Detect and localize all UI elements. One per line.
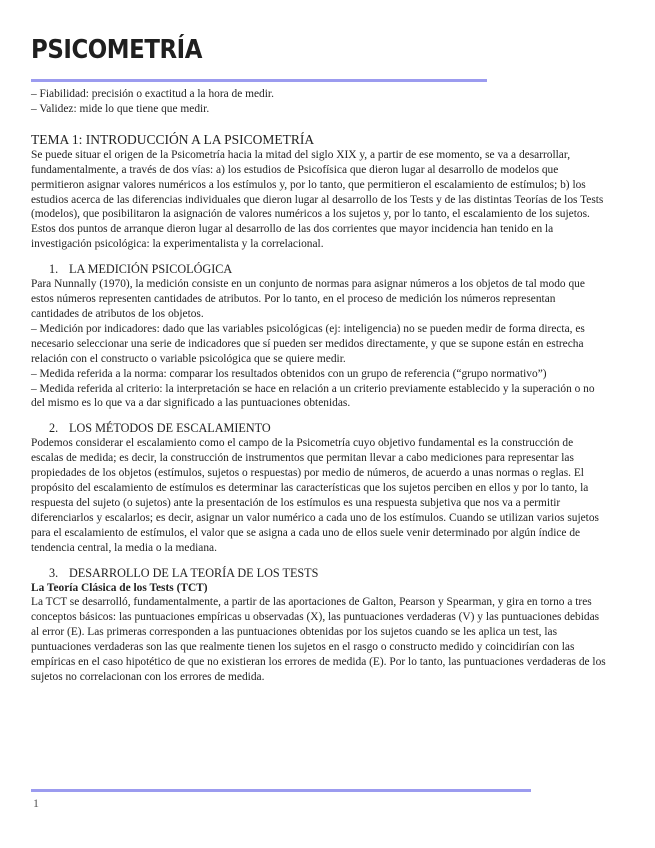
tema1-paragraph: Se puede situar el origen de la Psicometría hacia la mitad del siglo XIX y, a partir de ese momento, se va a desarrollar, fundamentalmente, a través de dos vías: a) los estudios de Psicofísica que dieron lugar al desarrollo de modelos que permitieron asignar valores numéricos a los estímulos y, por lo tanto, que permitieron el escalamiento de estímulos; b) los estudios acerca de las diferencias individuales que dieron lugar al desarrollo de los Tests y de las distintas Teorías de los Tests (modelos), que posibilitaron la asignación de valores numéricos a los sujetos y, por lo tanto, el escalamiento de los sujetos. Estos dos puntos de arranque dieron lugar al desarrollo de las dos corrientes que mayor incidencia han tenido en la investigación psicológica: la experimentalista y la correlacional.	[31, 148, 604, 251]
page-number: 1	[33, 796, 39, 810]
tema1-heading: TEMA 1: INTRODUCCIÓN A LA PSICOMETRÍA	[31, 131, 315, 147]
section3-title: DESARROLLO DE LA TEORÍA DE LOS TESTS	[69, 565, 319, 580]
footer-rule	[31, 789, 531, 792]
section1-number: 1.	[49, 262, 59, 277]
section2-heading	[31, 420, 606, 436]
section1-item-criterio: – Medida referida al criterio: la interpretación se hace en relación a un criterio previamente establecido y la superación o no del mismo es lo que va a dar significado a las puntuaciones obtenidas.	[31, 382, 595, 410]
title-underline	[31, 79, 487, 82]
section1-paragraph: Para Nunnally (1970), la medición consiste en un conjunto de normas para asignar números a los objetos de tal modo que estos números representen cantidades de atributos. Por lo tanto, en el proceso de medición los números representan cantidades de atributos de los objetos.	[31, 278, 585, 320]
section2-number: 2.	[49, 421, 59, 436]
section3-subheading: La Teoría Clásica de los Tests (TCT)	[31, 581, 208, 594]
intro-item-validez: – Validez: mide lo que tiene que medir.	[31, 102, 210, 115]
section1-heading	[31, 261, 606, 277]
document-body	[31, 87, 606, 685]
section3-number: 3.	[49, 565, 59, 580]
section2-paragraph: Podemos considerar el escalamiento como el campo de la Psicometría cuyo objetivo fundamental es la construcción de escalas de medida; es decir, la construcción de instrumentos que permitan llevar a cabo mediciones para representar las propiedades de los objetos (estímulos, sujetos o respuestas) por medio de números, de acuerdo a unas normas o reglas. El propósito del escalamiento de estímulos es determinar las características que los sujetos perciben en ellos y por lo tanto, la respuesta del sujeto (o sujetos) ante la presentación de los estímulos es una respuesta subjetiva que nos va a permitir diferenciarlos y escalarlos; es decir, asignar un valor numérico a cada uno de los estímulos. Cuando se utilizan varios sujetos para el escalamiento de estímulos, el valor que se asigna a cada uno de ellos suele venir determinado por algún índice de tendencia central, la media o la mediana.	[31, 437, 599, 554]
section2-title: LOS MÉTODOS DE ESCALAMIENTO	[69, 421, 271, 436]
section3-heading	[31, 565, 606, 581]
section1-item-indicadores: – Medición por indicadores: dado que las variables psicológicas (ej: inteligencia) no se pueden medir de forma directa, es necesario seleccionar una serie de indicadores que sí pueden ser medidos directamente, y que se supone están en estrecha relación con el constructo o variable psicológica que se quiere medir.	[31, 322, 585, 365]
section3-paragraph: La TCT se desarrolló, fundamentalmente, a partir de las aportaciones de Galton, Pearson y Spearman, y gira en torno a tres conceptos básicos: las puntuaciones empíricas u observadas (X), las puntuaciones verdaderas (V) y las puntuaciones debidas al error (E). Las primeras corresponden a las puntuaciones obtenidas por los sujetos cuando se les aplica un test, las puntuaciones verdaderas son las que realmente tienen los sujetos en el rasgo o constructo medido y coincidirían con las empíricas en el caso hipotético de que no existieran los errores de medida (E). Por lo tanto, las puntuaciones verdaderas de los sujetos no correlacionan con los errores de medida.	[31, 596, 606, 683]
page-title: PSICOMETRÍA	[31, 35, 203, 65]
section1-item-norma: – Medida referida a la norma: comparar los resultados obtenidos con un grupo de referencia (“grupo normativo”)	[31, 367, 547, 380]
intro-item-fiabilidad: – Fiabilidad: precisión o exactitud a la hora de medir.	[31, 88, 274, 100]
section1-title: LA MEDICIÓN PSICOLÓGICA	[69, 262, 233, 277]
